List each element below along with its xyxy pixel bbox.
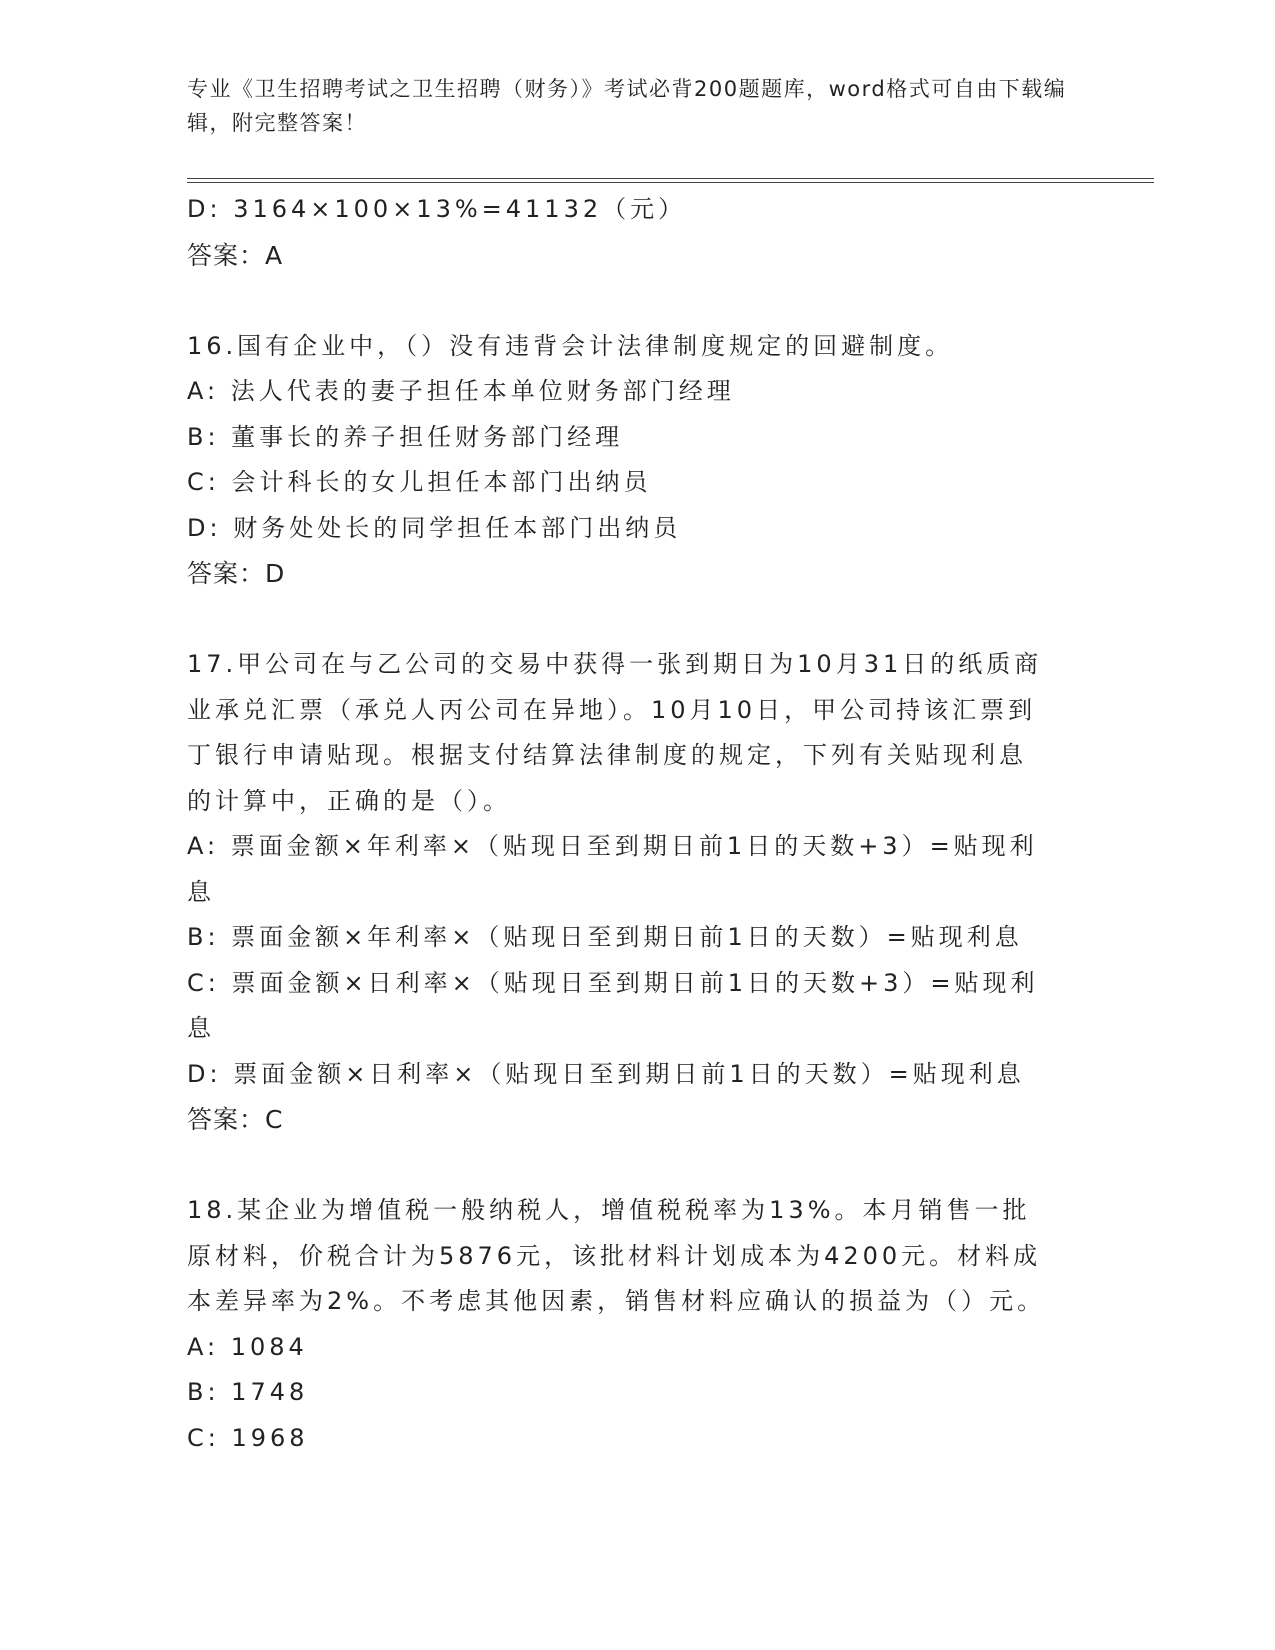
option-d: D: 财务处处长的同学担任本部门出纳员 <box>187 513 682 542</box>
option-c: C: 票面金额×日利率×（贴现日至到期日前1日的天数+3）=贴现利息 <box>187 968 1039 1042</box>
question-stem: 17.甲公司在与乙公司的交易中获得一张到期日为10月31日的纸质商业承兑汇票（承兑人丙公司在异地）。10月10日，甲公司持该汇票到丁银行申请贴现。根据支付结算法律制度的规定，下列有关贴现利息的计算中，正确的是（）。 <box>187 650 1043 815</box>
question-17 <box>187 642 1087 1143</box>
answer-line: 答案：A <box>187 240 284 270</box>
question-stem: 18.某企业为增值税一般纳税人，增值税税率为13%。本月销售一批原材料，价税合计为5876元，该批材料计划成本为4200元。材料成本差异率为2%。不考虑其他因素，销售材料应确认的损益为（）元。 <box>187 1196 1046 1315</box>
option-b: B: 董事长的养子担任财务部门经理 <box>187 422 624 451</box>
answer-line: 答案：D <box>187 559 286 588</box>
option-d: D: 票面金额×日利率×（贴现日至到期日前1日的天数）=贴现利息 <box>187 1059 1025 1088</box>
header-divider-bottom <box>187 182 1154 183</box>
option-a: A: 票面金额×年利率×（贴现日至到期日前1日的天数+3）=贴现利息 <box>187 832 1038 906</box>
document-body <box>187 187 1087 1461</box>
question-18 <box>187 1188 1087 1461</box>
question-stem: 16.国有企业中，（）没有违背会计法律制度规定的回避制度。 <box>187 331 954 360</box>
option-c: C: 会计科长的女儿担任本部门出纳员 <box>187 468 652 496</box>
option-a: A: 法人代表的妻子担任本单位财务部门经理 <box>187 377 735 405</box>
option-b: B: 1748 <box>187 1378 309 1406</box>
option-a: A: 1084 <box>187 1332 308 1361</box>
answer-line: 答案：C <box>187 1105 284 1134</box>
document-header: 专业《卫生招聘考试之卫生招聘（财务）》考试必背200题题库，word格式可自由下载编辑，附完整答案！ <box>187 77 1067 135</box>
option-d: D: 3164×100×13%=41132（元） <box>187 195 687 223</box>
header-divider-top <box>187 178 1154 179</box>
option-b: B: 票面金额×年利率×（贴现日至到期日前1日的天数）=贴现利息 <box>187 923 1023 951</box>
question-16 <box>187 324 1087 597</box>
previous-question-tail <box>187 187 1087 278</box>
option-c: C: 1968 <box>187 1423 309 1452</box>
